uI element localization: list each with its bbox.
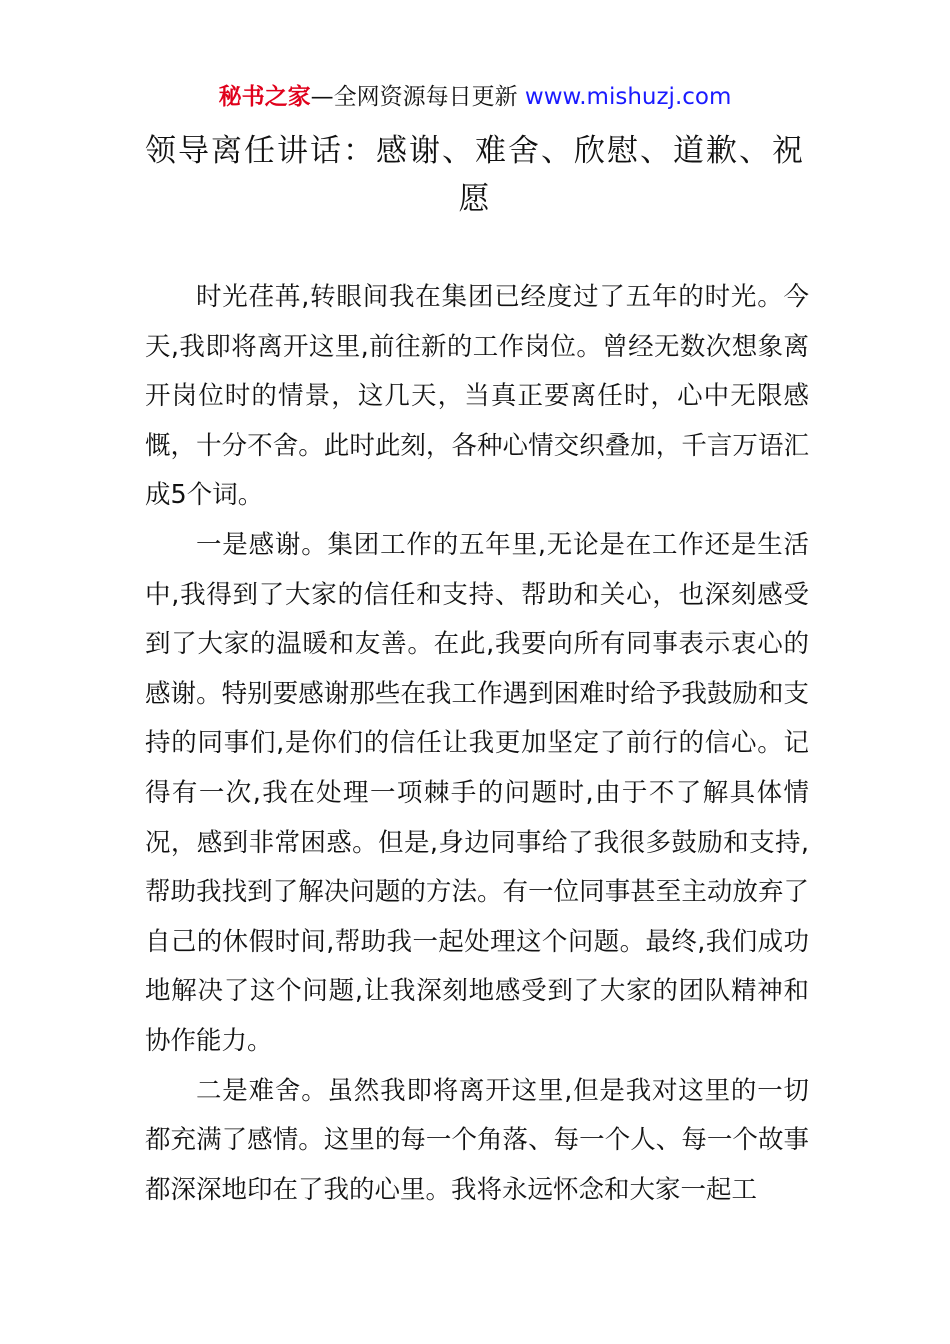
site-url-link[interactable]: www.mishuzj.com: [524, 84, 732, 110]
site-brand: 秘书之家: [218, 84, 311, 110]
document-title: 领导离任讲话：感谢、难舍、欣慰、道歉、祝愿: [145, 133, 805, 217]
paragraph-intro: 时光荏苒,转眼间我在集团已经度过了五年的时光。今天,我即将离开这里,前往新的工作岗位。曾经无数次想象离开岗位时的情景，这几天，当真正要离任时，心中无限感慨，十分不舍。此时此刻，各种心情交织叠加，千言万语汇成5个词。: [145, 282, 809, 511]
document-body: [145, 273, 809, 1215]
paragraph-gratitude: 一是感谢。集团工作的五年里,无论是在工作还是生活中,我得到了大家的信任和支持、帮助和关心，也深刻感受到了大家的温暖和友善。在此,我要向所有同事表示衷心的感谢。特别要感谢那些在我工作遇到困难时给予我鼓励和支持的同事们,是你们的信任让我更加坚定了前行的信心。记得有一次,我在处理一项棘手的问题时,由于不了解具体情况，感到非常困惑。但是,身边同事给了我很多鼓励和支持,帮助我找到了解决问题的方法。有一位同事甚至主动放弃了自己的休假时间,帮助我一起处理这个问题。最终,我们成功地解决了这个问题,让我深刻地感受到了大家的团队精神和协作能力。: [145, 529, 809, 1056]
paragraph-reluctance: 二是难舍。虽然我即将离开这里,但是我对这里的一切都充满了感情。这里的每一个角落、每一个人、每一个故事都深深地印在了我的心里。我将永远怀念和大家一起工: [145, 1075, 809, 1205]
site-tagline: —全网资源每日更新: [310, 84, 525, 110]
site-header: [0, 80, 950, 114]
